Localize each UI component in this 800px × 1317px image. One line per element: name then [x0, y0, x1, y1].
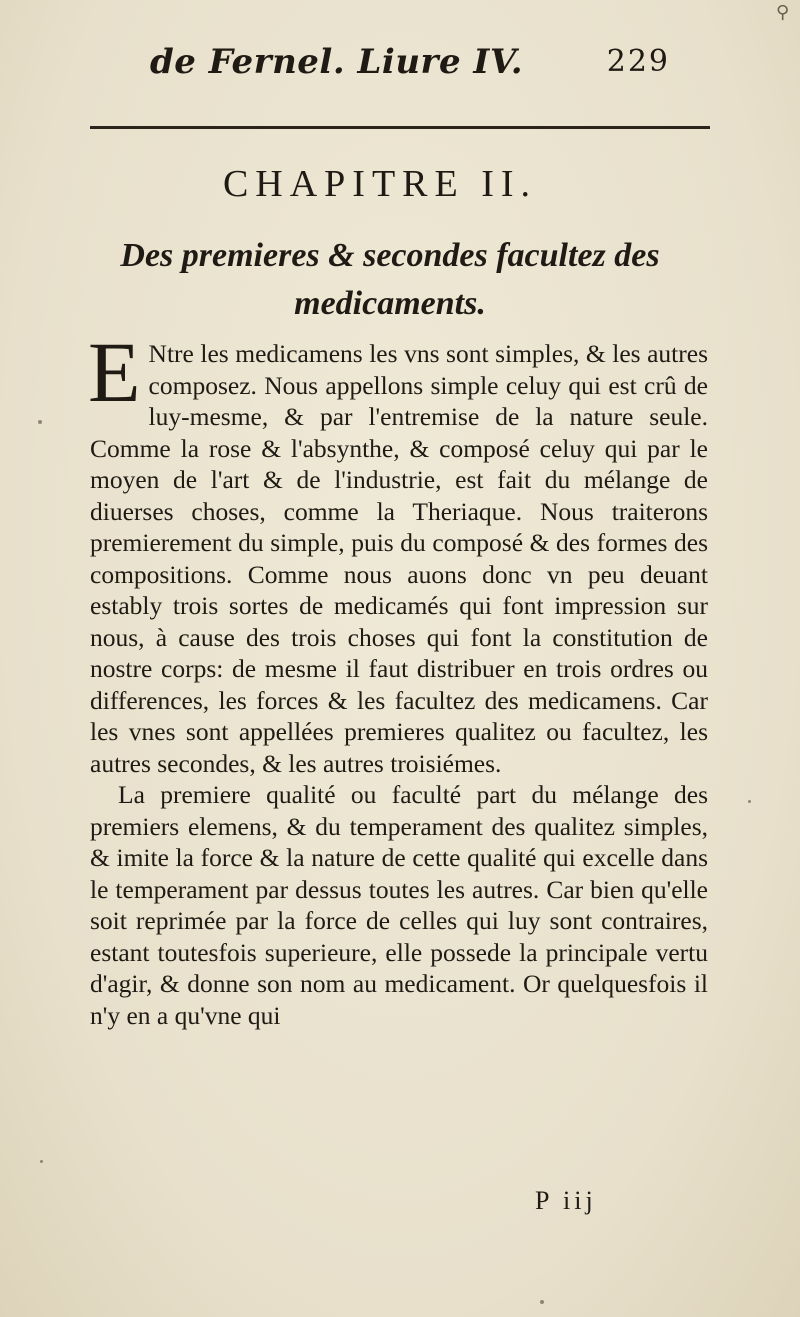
paper-speck: [40, 1160, 43, 1163]
corner-glyph-icon: ⚲: [776, 2, 790, 23]
header-rule: [90, 126, 710, 129]
drop-cap: E: [88, 324, 141, 420]
signature-mark: P iij: [535, 1186, 597, 1215]
paragraph-1-text: Ntre les medicamens les vns sont simples, & les autres composez. Nous appellons simple celuy qui est crû de luy-mesme, & par l'entremise de la nature seule. Comme la rose & l'absynthe, & composé celuy qui par le moyen de l'art & de l'industrie, est fait du mélange de diuerses choses, comme la Theriaque. Nous traiterons premierement du simple, puis du composé & des formes des compositions. Comme nous auons donc vn peu deuant estably trois sortes de medicamés qui font impression sur nous, à cause des trois choses qui font la constitution de nostre corps: de mesme il faut distribuer en trois ordres ou differences, les forces & les facultez des medicamens. Car les vnes sont appellées premieres qualitez ou facultez, les autres secondes, & les autres troisiémes.: [90, 339, 708, 778]
paragraph-1: [88, 324, 708, 779]
running-head: [150, 42, 670, 86]
chapter-title-line-2: medicaments.: [294, 285, 486, 322]
page-number: 229: [606, 44, 670, 79]
chapter-title-line-1: Des premieres & secondes facultez des: [120, 237, 660, 274]
chapter-title: [80, 232, 700, 328]
running-head-title: de Fernel. Liure IV.: [150, 42, 524, 82]
paper-speck: [540, 1300, 544, 1304]
paper-speck: [38, 420, 42, 424]
body-text: [88, 324, 708, 1031]
paragraph-2: La premiere qualité ou faculté part du mélange des premiers elemens, & du temperament des qualitez simples, & imite la force & la nature de cette qualité qui excelle dans le temperament par dessus toutes les autres. Car bien qu'elle soit reprimée par la force de celles qui luy sont contraires, estant toutesfois superieure, elle possede la principale vertu d'agir, & donne son nom au medicament. Or quelquesfois il n'y en a qu'vne qui: [90, 780, 708, 1030]
chapter-heading: CHAPITRE II.: [222, 163, 538, 205]
paper-speck: [748, 800, 751, 803]
